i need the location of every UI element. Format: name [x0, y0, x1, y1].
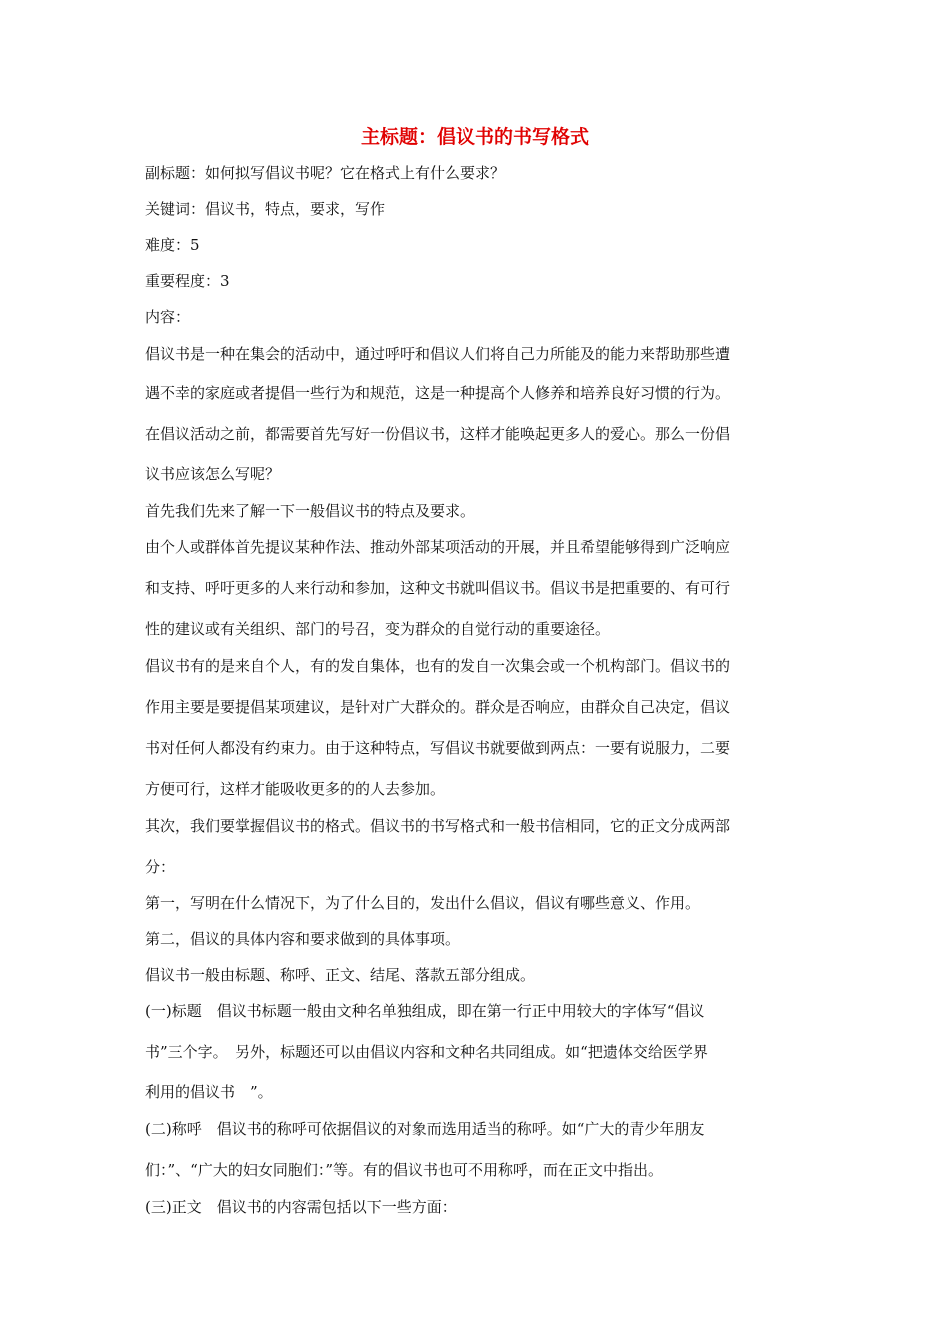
section-body-line: (三)正文 倡议书的内容需包括以下一些方面： — [145, 1198, 457, 1216]
body-line: 性的建议或有关组织、部门的号召，变为群众的自觉行动的重要途径。 — [145, 620, 611, 638]
body-line: 其次，我们要掌握倡议书的格式。倡议书的书写格式和一般书信相同，它的正文分成两部 — [145, 817, 731, 835]
importance-line: 重要程度：3 — [145, 272, 230, 290]
body-line: 方便可行，这样才能吸收更多的的人去参加。 — [145, 780, 446, 798]
body-line: 书对任何人都没有约束力。由于这种特点，写倡议书就要做到两点：一要有说服力，二要 — [145, 739, 731, 757]
body-line: 首先我们先来了解一下一般倡议书的特点及要求。 — [145, 502, 476, 520]
section-salutation-line: (二)称呼 倡议书的称呼可依据倡议的对象而选用适当的称呼。如“广大的青少年朋友 — [145, 1120, 705, 1138]
body-line: 利用的倡议书 ”。 — [145, 1083, 273, 1101]
content-label: 内容： — [145, 308, 191, 326]
body-line: 和支持、呼吁更多的人来行动和参加，这种文书就叫倡议书。倡议书是把重要的、有可行 — [145, 579, 731, 597]
body-line: 倡议书有的是来自个人，有的发自集体，也有的发自一次集会或一个机构部门。倡议书的 — [145, 657, 731, 675]
subtitle-line: 副标题：如何拟写倡议书呢？它在格式上有什么要求？ — [145, 164, 506, 182]
body-line: 分： — [145, 858, 176, 876]
body-line: 倡议书是一种在集会的活动中，通过呼吁和倡议人们将自己力所能及的能力来帮助那些遭 — [145, 345, 731, 363]
body-line: 们：”、“广大的妇女同胞们：”等。有的倡议书也可不用称呼，而在正文中指出。 — [145, 1161, 664, 1179]
difficulty-line: 难度：5 — [145, 236, 200, 254]
body-line: 倡议书一般由标题、称呼、正文、结尾、落款五部分组成。 — [145, 966, 536, 984]
body-line: 第一，写明在什么情况下，为了什么目的，发出什么倡议，倡议有哪些意义、作用。 — [145, 894, 701, 912]
section-title-line: (一)标题 倡议书标题一般由文种名单独组成，即在第一行正中用较大的字体写“倡议 — [145, 1002, 705, 1020]
body-line: 议书应该怎么写呢？ — [145, 465, 281, 483]
body-line: 作用主要是要提倡某项建议，是针对广大群众的。群众是否响应，由群众自己决定，倡议 — [145, 698, 731, 716]
body-line: 遇不幸的家庭或者提倡一些行为和规范，这是一种提高个人修养和培养良好习惯的行为。 — [145, 384, 731, 402]
body-line: 在倡议活动之前，都需要首先写好一份倡议书，这样才能唤起更多人的爱心。那么一份倡 — [145, 425, 731, 443]
keywords-line: 关键词：倡议书，特点，要求，写作 — [145, 200, 386, 218]
body-line: 书”三个字。 另外，标题还可以由倡议内容和文种名共同组成。如“把遗体交给医学界 — [145, 1043, 708, 1061]
main-title: 主标题：倡议书的书写格式 — [360, 126, 589, 148]
body-line: 第二，倡议的具体内容和要求做到的具体事项。 — [145, 930, 461, 948]
body-line: 由个人或群体首先提议某种作法、推动外部某项活动的开展，并且希望能够得到广泛响应 — [145, 538, 731, 556]
